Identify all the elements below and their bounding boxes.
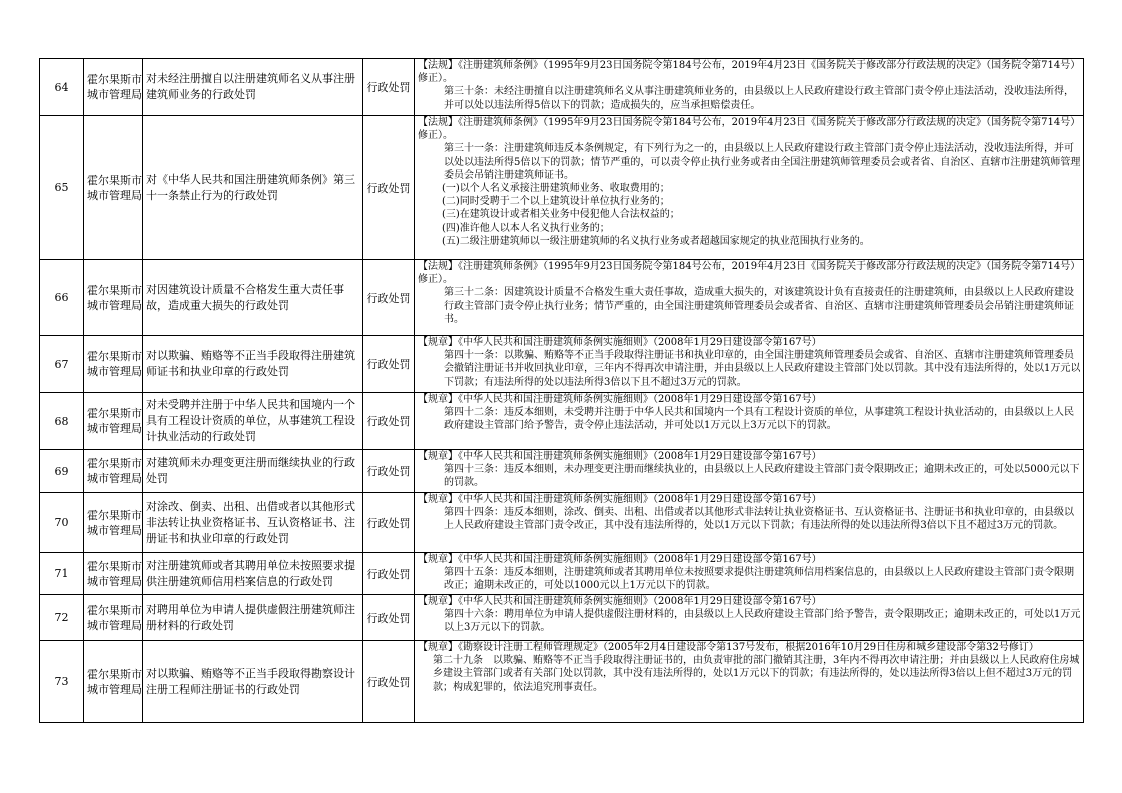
penalty-type: 行政处罚 [363, 641, 415, 723]
basis-source: 【规章】《中华人民共和国注册建筑师条例实施细则》（2008年1月29日建设部令第167号） [418, 337, 822, 348]
row-number: 69 [40, 450, 84, 493]
row-number: 64 [40, 59, 84, 116]
basis-clause: 第三十二条：因建筑设计质量不合格发生重大责任事故，造成重大损失的，对该建筑设计负有直接责任的注册建筑师，由县级以上人民政府建设行政主管部门责令停止执行业务；情节严重的，由全国注册建筑师管理委员会或者省、自治区、直辖市注册建筑师管理委员会吊销注册建筑师证书。 [444, 287, 1074, 325]
basis-clause: 第四十二条：违反本细则，未受聘并注册于中华人民共和国境内一个具有工程设计资质的单位，从事建筑工程设计执业活动的，由县级以上人民政府建设主管部门给予警告，责令停止违法活动，并可处以1万元以上3万元以下的罚款。 [444, 407, 1074, 432]
penalty-table-body [40, 59, 1084, 723]
basis-clause: 第二十九条 以欺骗、贿赂等不正当手段取得注册证书的，由负责审批的部门撤销其注册，3年内不得再次申请注册；并由县级以上人民政府住房城乡建设主管部门或者有关部门处以罚款，其中没有违法所得的，处以1万元以下的罚款；有违法所得的，处以违法所得3倍以上但不超过3万元的罚款；构成犯罪的，依法追究刑事责任。 [433, 655, 1080, 693]
legal-basis [415, 641, 1084, 723]
penalty-type: 行政处罚 [363, 59, 415, 116]
row-number: 70 [40, 493, 84, 553]
penalty-item: 对注册建筑师或者其聘用单位未按照要求提供注册建筑师信用档案信息的行政处罚 [143, 553, 363, 595]
table-row [40, 59, 1084, 116]
penalty-type: 行政处罚 [363, 553, 415, 595]
department: 霍尔果斯市城市管理局 [84, 116, 143, 260]
penalty-type: 行政处罚 [363, 393, 415, 450]
basis-clause: 第三十一条：注册建筑师违反本条例规定，有下列行为之一的，由县级以上人民政府建设行政主管部门责令停止违法活动，没收违法所得，并可以处以违法所得5倍以下的罚款；情节严重的，可以责令停止执行业务或者由全国注册建筑师管理委员会或者省、自治区、直辖市注册建筑师管理委员会吊销注册建筑师证书。 [444, 143, 1081, 181]
row-number: 71 [40, 553, 84, 595]
row-number: 65 [40, 116, 84, 260]
basis-clause: 第四十五条：违反本细则，注册建筑师或者其聘用单位未按照要求提供注册建筑师信用档案信息的，由县级以上人民政府建设主管部门责令限期改正；逾期未改正的，可处以1000元以上1万元以下的罚款。 [444, 567, 1074, 592]
basis-source: 【法规】《注册建筑师条例》（1995年9月23日国务院令第184号公布，2019年4月23日《国务院关于修改部分行政法规的决定》（国务院令第714号）修正）。 [418, 60, 1081, 85]
legal-basis [415, 595, 1084, 641]
basis-source: 【规章】《中华人民共和国注册建筑师条例实施细则》（2008年1月29日建设部令第167号） [418, 451, 822, 462]
penalty-item: 对《中华人民共和国注册建筑师条例》第三十一条禁止行为的行政处罚 [143, 116, 363, 260]
basis-source: 【规章】《中华人民共和国注册建筑师条例实施细则》（2008年1月29日建设部令第167号） [418, 596, 822, 607]
legal-basis [415, 493, 1084, 553]
penalty-type: 行政处罚 [363, 336, 415, 393]
penalty-table [39, 58, 1084, 723]
penalty-item: 对以欺骗、贿赂等不正当手段取得注册建筑师证书和执业印章的行政处罚 [143, 336, 363, 393]
penalty-item: 对因建筑设计质量不合格发生重大责任事故，造成重大损失的行政处罚 [143, 260, 363, 336]
department: 霍尔果斯市城市管理局 [84, 260, 143, 336]
basis-source: 【法规】《注册建筑师条例》（1995年9月23日国务院令第184号公布，2019年4月23日《国务院关于修改部分行政法规的决定》（国务院令第714号）修正）。 [418, 261, 1081, 286]
penalty-item: 对未经注册擅自以注册建筑师名义从事注册建筑师业务的行政处罚 [143, 59, 363, 116]
basis-clause: 第四十六条：聘用单位为申请人提供虚假注册材料的，由县级以上人民政府建设主管部门给予警告，责令限期改正；逾期未改正的，可处以1万元以上3万元以下的罚款。 [444, 609, 1081, 634]
penalty-type: 行政处罚 [363, 450, 415, 493]
legal-basis-text [415, 59, 1083, 111]
table-row [40, 595, 1084, 641]
row-number: 73 [40, 641, 84, 723]
penalty-item: 对以欺骗、贿赂等不正当手段取得勘察设计注册工程师注册证书的行政处罚 [143, 641, 363, 723]
legal-basis-text [415, 260, 1083, 325]
basis-clause: (一)以个人名义承接注册建筑师业务、收取费用的； [442, 183, 670, 195]
legal-basis [415, 393, 1084, 450]
penalty-item: 对聘用单位为申请人提供虚假注册建筑师注册材料的行政处罚 [143, 595, 363, 641]
basis-clause: (二)同时受聘于二个以上建筑设计单位执行业务的； [442, 196, 670, 208]
legal-basis-text [415, 116, 1083, 259]
penalty-type: 行政处罚 [363, 116, 415, 260]
basis-clause: (四)准许他人以本人名义执行业务的； [442, 222, 610, 234]
basis-clause: (五)二级注册建筑师以一级注册建筑师的名义执行业务或者超越国家规定的执业范围执行业务的。 [442, 235, 870, 247]
legal-basis [415, 553, 1084, 595]
legal-basis [415, 450, 1084, 493]
basis-source: 【规章】《中华人民共和国注册建筑师条例实施细则》（2008年1月29日建设部令第167号） [418, 394, 822, 405]
penalty-item: 对涂改、倒卖、出租、出借或者以其他形式非法转让执业资格证书、互认资格证书、注册证书和执业印章的行政处罚 [143, 493, 363, 553]
penalty-item: 对未受聘并注册于中华人民共和国境内一个具有工程设计资质的单位，从事建筑工程设计执业活动的行政处罚 [143, 393, 363, 450]
department: 霍尔果斯市城市管理局 [84, 493, 143, 553]
legal-basis [415, 260, 1084, 336]
department: 霍尔果斯市城市管理局 [84, 393, 143, 450]
basis-source: 【规章】《勘察设计注册工程师管理规定》（2005年2月4日建设部令第137号发布，根据2016年10月29日住房和城乡建设部令第32号修订） [418, 642, 1039, 653]
legal-basis-text [415, 336, 1083, 388]
legal-basis-text [415, 450, 1083, 492]
basis-source: 【规章】《中华人民共和国注册建筑师条例实施细则》（2008年1月29日建设部令第167号） [418, 494, 822, 505]
department: 霍尔果斯市城市管理局 [84, 336, 143, 393]
department: 霍尔果斯市城市管理局 [84, 595, 143, 641]
row-number: 72 [40, 595, 84, 641]
department: 霍尔果斯市城市管理局 [84, 59, 143, 116]
penalty-type: 行政处罚 [363, 260, 415, 336]
department: 霍尔果斯市城市管理局 [84, 450, 143, 493]
table-row [40, 553, 1084, 595]
department: 霍尔果斯市城市管理局 [84, 553, 143, 595]
table-row [40, 641, 1084, 723]
table-row [40, 393, 1084, 450]
row-number: 67 [40, 336, 84, 393]
basis-source: 【法规】《注册建筑师条例》（1995年9月23日国务院令第184号公布，2019年4月23日《国务院关于修改部分行政法规的决定》（国务院令第714号）修正）。 [418, 117, 1081, 142]
basis-clause: 第四十四条：违反本细则，涂改、倒卖、出租、出借或者以其他形式非法转让执业资格证书、互认资格证书、注册证书和执业印章的，由县级以上人民政府建设主管部门责令改正，其中没有违法所得的，处以1万元以下罚款；有违法所得的处以违法所得3倍以下且不超过3万元的罚款。 [444, 507, 1074, 532]
legal-basis-text [415, 641, 1083, 722]
department: 霍尔果斯市城市管理局 [84, 641, 143, 723]
row-number: 66 [40, 260, 84, 336]
penalty-type: 行政处罚 [363, 493, 415, 553]
legal-basis-text [415, 595, 1083, 639]
penalty-type: 行政处罚 [363, 595, 415, 641]
basis-clause: 第四十三条：违反本细则，未办理变更注册而继续执业的，由县级以上人民政府建设主管部门责令限期改正；逾期未改正的，可处以5000元以下的罚款。 [444, 464, 1080, 489]
basis-source: 【规章】《中华人民共和国注册建筑师条例实施细则》（2008年1月29日建设部令第167号） [418, 554, 822, 565]
table-row [40, 493, 1084, 553]
legal-basis-text [415, 553, 1083, 593]
basis-clause: (三)在建筑设计或者相关业务中侵犯他人合法权益的； [442, 209, 680, 221]
table-row [40, 260, 1084, 336]
legal-basis [415, 116, 1084, 260]
table-row [40, 116, 1084, 260]
table-row [40, 450, 1084, 493]
basis-clause: 第四十一条：以欺骗、贿赂等不正当手段取得注册证书和执业印章的，由全国注册建筑师管理委员会或省、自治区、直辖市注册建筑师管理委员会撤销注册证书并收回执业印章，三年内不得再次申请注册，并由县级以上人民政府建设主管部门处以罚款。其中没有违法所得的，处以1万元以下罚款；有违法所得的处以违法所得3倍以下且不超过3万元的罚款。 [444, 350, 1081, 388]
legal-basis-text [415, 493, 1083, 540]
legal-basis-text [415, 393, 1083, 432]
legal-basis [415, 336, 1084, 393]
row-number: 68 [40, 393, 84, 450]
penalty-item: 对建筑师未办理变更注册而继续执业的行政处罚 [143, 450, 363, 493]
basis-clause: 第三十条：未经注册擅自以注册建筑师名义从事注册建筑师业务的，由县级以上人民政府建设行政主管部门责令停止违法活动，没收违法所得，并可以处以违法所得5倍以下的罚款；造成损失的，应当承担赔偿责任。 [444, 86, 1074, 111]
legal-basis [415, 59, 1084, 116]
table-row [40, 336, 1084, 393]
